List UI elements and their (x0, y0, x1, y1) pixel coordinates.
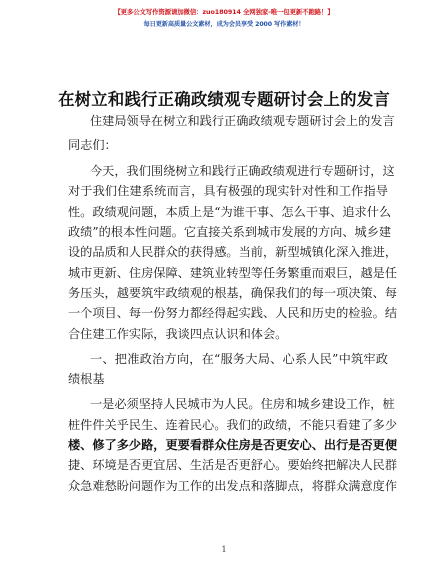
paragraph-line: 捷、环境是否更宜居、生活是否更舒心。要始终把解决人民群 (68, 458, 398, 472)
section-heading-line: 绩根基 (68, 372, 105, 386)
paragraph-line: 对于我们住建系统而言，具有极强的现实针对性和工作指导 (68, 184, 388, 198)
section-heading-line: 一、把准政治方向，在“服务大局、心系人民”中筑牢政 (90, 352, 388, 366)
paragraph-line: 合住建工作实际，我谈四点认识和体会。 (68, 327, 288, 341)
paragraph-line: 设的品质和人民群众的获得感。当前，新型城镇化深入推进， (68, 245, 398, 259)
paragraph-line: 桩件件关乎民生、连着民心。我们的政绩，不能只看建了多少 (68, 418, 398, 432)
document-title: 在树立和践行正确政绩观专题研讨会上的发言 (58, 90, 390, 109)
paragraph-line: 一是必须坚持人民城市为人民。住房和城乡建设工作，桩 (90, 397, 395, 411)
paragraph-line: 众急难愁盼问题作为工作的出发点和落脚点，将群众满意度作 (68, 479, 398, 493)
promo-banner-line-1: 【更多公文写作资源请加微信：zuo180914 全网独家-唯一包更新不跑路！】 (114, 8, 334, 16)
paragraph-line: 一个项目、每一份努力都经得起实践、人民和历史的检验。结 (68, 306, 398, 320)
paragraph-line: 务压头，越要筑牢政绩观的根基，确保我们的每一项决策、每 (68, 286, 398, 300)
paragraph-line-bold: 楼、修了多少路，更要看群众住房是否更安心、出行是否更便 (68, 438, 398, 452)
page-number: 1 (221, 545, 227, 554)
paragraph-line: 今天，我们围绕树立和践行正确政绩观进行专题研讨，这 (90, 164, 395, 178)
paragraph-line: 城市更新、住房保障、建筑业转型等任务繁重而艰巨，越是任 (68, 266, 398, 280)
byline: 住建局领导在树立和践行正确政绩观专题研讨会上的发言 (90, 114, 395, 128)
promo-banner-line-2: 每日更新高质量公文素材，成为会员享受 2000 写作素材！ (143, 21, 305, 28)
paragraph-line: 性。政绩观问题，本质上是“为谁干事、怎么干事、追求什么 (68, 205, 392, 219)
paragraph-line: 政绩”的根本性问题。它直接关系到城市发展的方向、城乡建 (68, 225, 392, 239)
salutation: 同志们： (68, 138, 117, 152)
